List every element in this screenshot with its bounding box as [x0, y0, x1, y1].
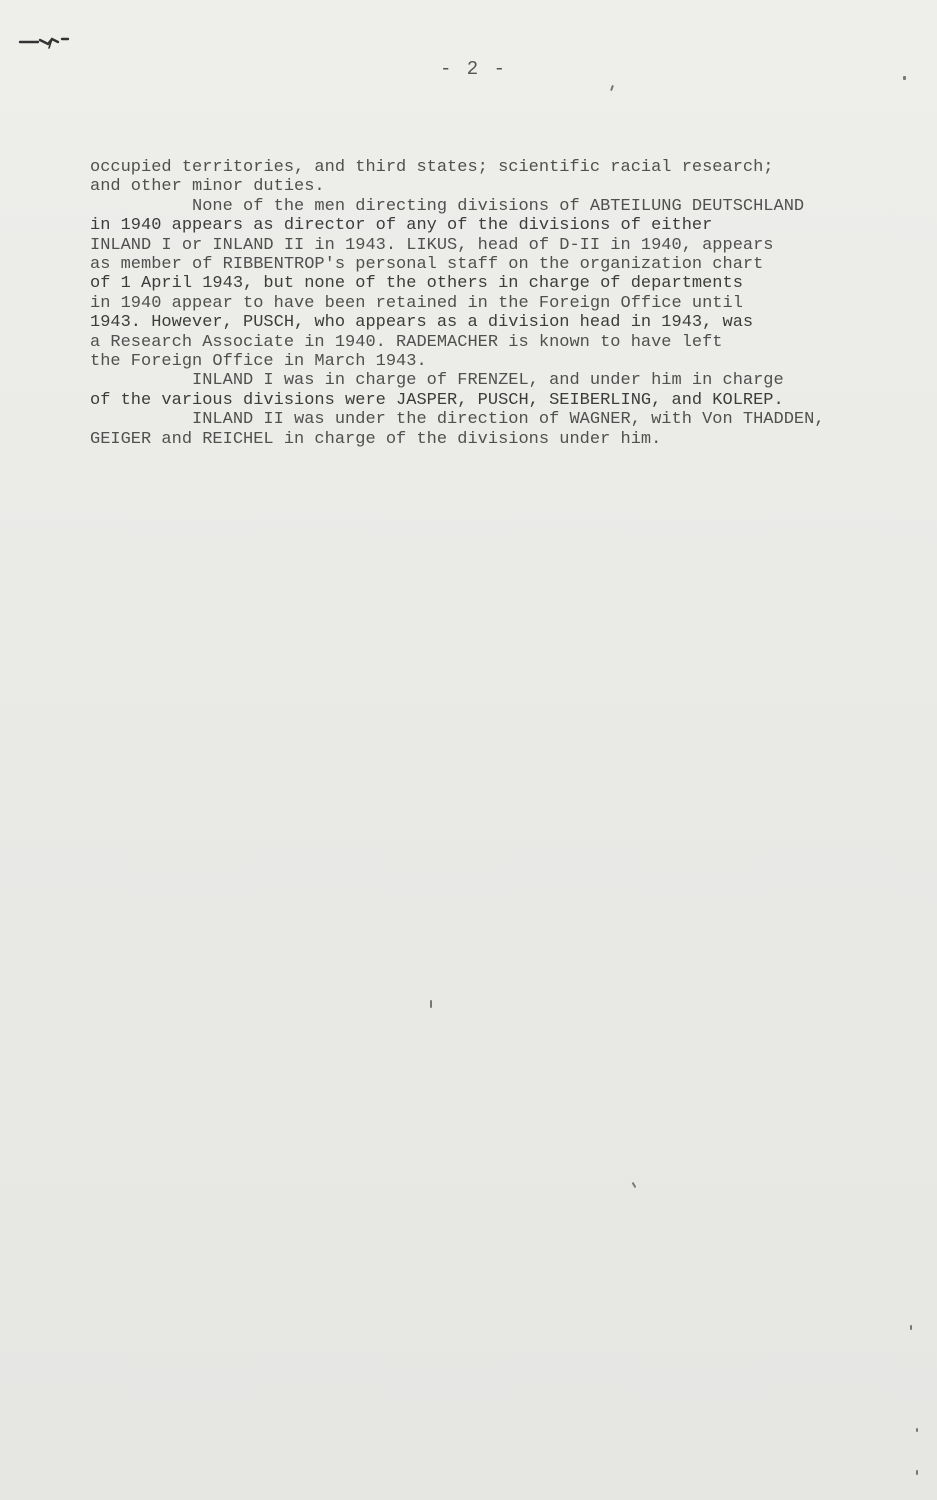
- text-line: and other minor duties.: [90, 177, 325, 197]
- text-line: 1943. However, PUSCH, who appears as a division head in 1943, was: [90, 313, 754, 333]
- text-line: in 1940 appear to have been retained in the Foreign Office until: [90, 293, 743, 313]
- text-line: None of the men directing divisions of ABTEILUNG DEUTSCHLAND: [90, 196, 805, 216]
- text-line: as member of RIBBENTROP's personal staff on the organization chart: [90, 255, 764, 275]
- text-line: INLAND I was in charge of FRENZEL, and under him in charge: [90, 371, 784, 391]
- paper-speck: [903, 76, 906, 80]
- text-line: occupied territories, and third states; scientific racial research;: [90, 158, 774, 177]
- text-line: INLAND I or INLAND II in 1943. LIKUS, head of D-II in 1940, appears: [90, 235, 774, 255]
- text-line: of 1 April 1943, but none of the others in charge of departments: [90, 274, 743, 294]
- paper-speck: [910, 1325, 912, 1330]
- page-number: - 2 -: [440, 58, 508, 80]
- text-line: INLAND II was under the direction of WAGNER, with Von THADDEN,: [90, 410, 825, 430]
- body-text: [90, 158, 920, 449]
- paper-speck: [430, 1000, 432, 1008]
- paper-speck: [610, 85, 614, 91]
- text-line: of the various divisions were JASPER, PUSCH, SEIBERLING, and KOLREP.: [90, 390, 784, 410]
- text-line: the Foreign Office in March 1943.: [90, 352, 427, 372]
- paper-speck: [916, 1428, 918, 1432]
- paper-speck: [632, 1182, 637, 1188]
- text-line: GEIGER and REICHEL in charge of the divisions under him.: [90, 429, 662, 449]
- text-line: a Research Associate in 1940. RADEMACHER is known to have left: [90, 332, 723, 352]
- text-line: in 1940 appears as director of any of the divisions of either: [90, 216, 713, 236]
- paper-speck: [916, 1470, 918, 1475]
- handwritten-margin-mark: [18, 30, 78, 50]
